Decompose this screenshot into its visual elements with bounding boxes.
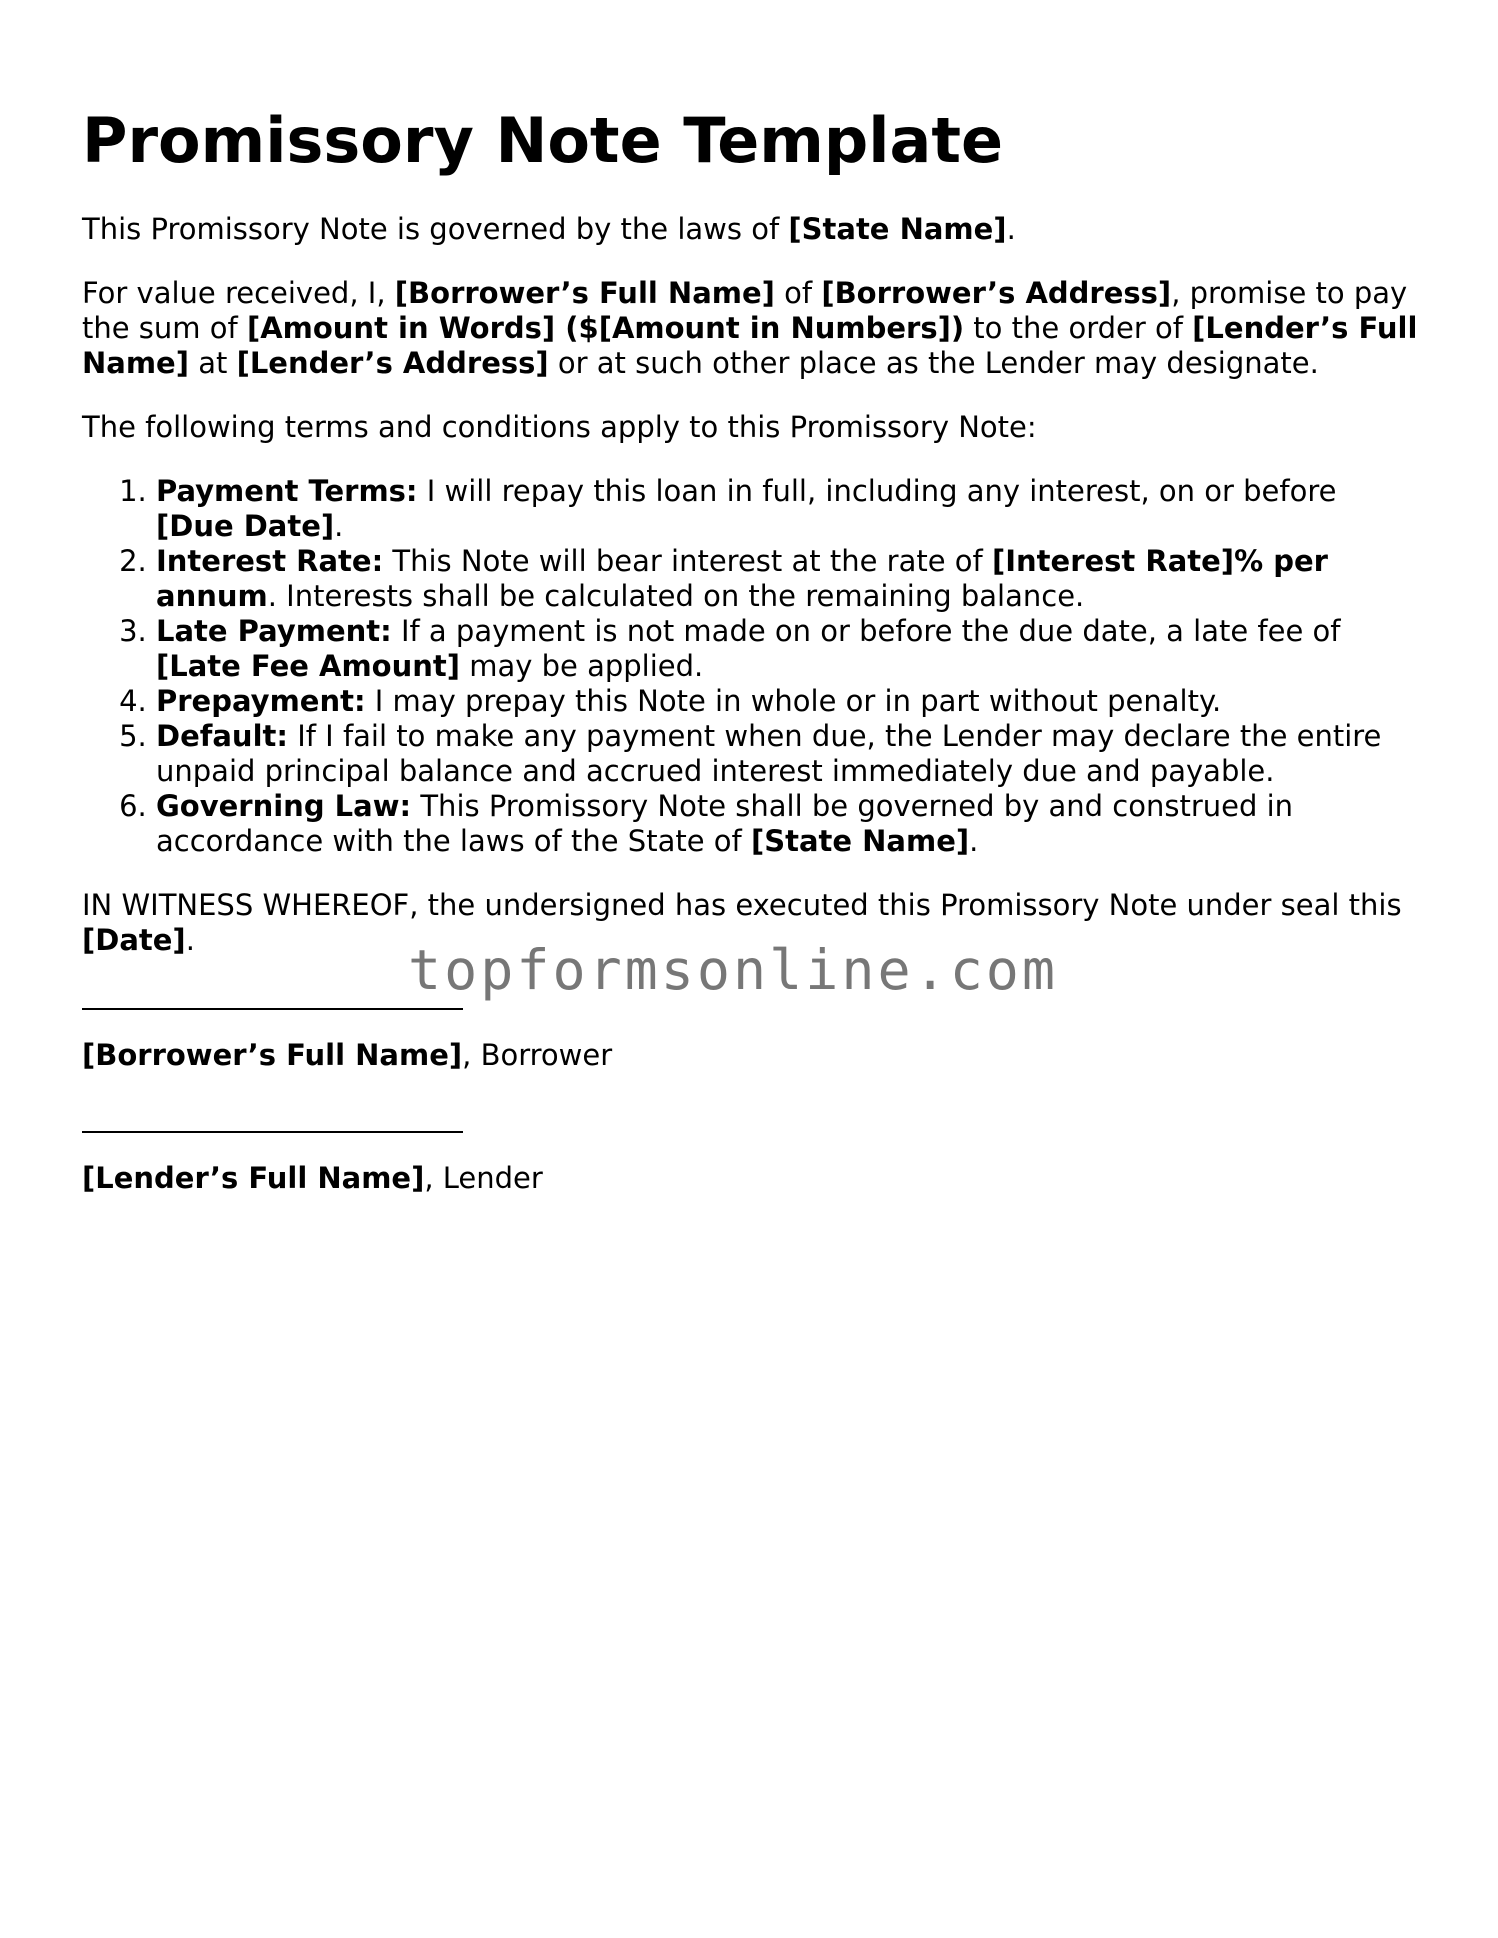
lender-name-placeholder: [Lender’s Full Name] [82, 1161, 425, 1195]
value-text-6: or at such other place as the Lender may designate. [548, 346, 1319, 380]
value-text-2: of [774, 276, 822, 310]
borrower-signature-name [82, 1038, 1422, 1073]
document-title: Promissory Note Template [82, 104, 1004, 177]
amount-placeholder: [Amount in Words] ($[Amount in Numbers]) [246, 311, 965, 345]
term-text: This Note will bear interest at the rate of [383, 544, 992, 578]
document-page [82, 98, 1422, 1196]
borrower-role: , Borrower [462, 1038, 613, 1072]
term-label: Default: [156, 719, 288, 753]
term-payment-terms [156, 474, 1422, 544]
terms-list [82, 474, 1422, 859]
lender-signature-line [82, 1131, 463, 1133]
term-text: This Promissory Note shall be governed by and construed in accordance with the laws of the State of [156, 789, 1294, 858]
term-default [156, 719, 1422, 789]
term-label: Governing Law: [156, 789, 412, 823]
term-prepayment [156, 684, 1422, 719]
borrower-signature-line [82, 1008, 463, 1010]
term-text: If a payment is not made on or before the due date, a late fee of [391, 614, 1341, 648]
date-placeholder: [Date] [82, 923, 186, 957]
state-name-placeholder: [State Name] [788, 212, 1007, 246]
term-end: may be applied. [460, 649, 704, 683]
terms-intro: The following terms and conditions apply to this Promissory Note: [82, 410, 1037, 444]
lender-name-placeholder: [Lender’s Full Name] [82, 311, 1418, 380]
interest-rate-placeholder: [Interest Rate]% per annum [156, 544, 1328, 613]
term-governing-law [156, 789, 1422, 859]
term-label: Payment Terms: [156, 474, 418, 508]
term-text: I will repay this loan in full, including any interest, on or before [417, 474, 1337, 508]
value-text-4: to the order of [964, 311, 1193, 345]
term-label: Prepayment: [156, 684, 366, 718]
governing-law-paragraph [82, 212, 1422, 247]
term-text: I may prepay this Note in whole or in part without penalty. [365, 684, 1222, 718]
late-fee-placeholder: [Late Fee Amount] [156, 649, 460, 683]
governed-end: . [1006, 212, 1016, 246]
governed-text: This Promissory Note is governed by the laws of [82, 212, 789, 246]
borrower-address-placeholder: [Borrower’s Address] [821, 276, 1172, 310]
lender-role: , Lender [424, 1161, 543, 1195]
witness-end: . [185, 923, 195, 957]
state-name-placeholder: [State Name] [750, 824, 970, 858]
value-text-3: , promise to pay the sum of [82, 276, 1408, 345]
term-end: . [334, 509, 344, 543]
term-late-payment [156, 614, 1422, 684]
value-received-paragraph [82, 276, 1422, 381]
value-text-5: at [188, 346, 237, 380]
lender-address-placeholder: [Lender’s Address] [236, 346, 549, 380]
borrower-name-placeholder: [Borrower’s Full Name] [82, 1038, 463, 1072]
watermark: topformsonline.com [408, 938, 1059, 1002]
borrower-name-placeholder: [Borrower’s Full Name] [394, 276, 775, 310]
term-label: Interest Rate: [156, 544, 384, 578]
value-text-1: For value received, I, [82, 276, 395, 310]
term-end: . Interests shall be calculated on the remaining balance. [267, 579, 1085, 613]
term-interest-rate [156, 544, 1422, 614]
witness-text: IN WITNESS WHEREOF, the undersigned has executed this Promissory Note under seal this [82, 888, 1402, 922]
due-date-placeholder: [Due Date] [156, 509, 335, 543]
term-label: Late Payment: [156, 614, 392, 648]
lender-signature-name [82, 1161, 1422, 1196]
term-text: If I fail to make any payment when due, the Lender may declare the entire unpaid principal balance and accrued interest immediately due and payable. [156, 719, 1382, 788]
term-end: . [969, 824, 979, 858]
